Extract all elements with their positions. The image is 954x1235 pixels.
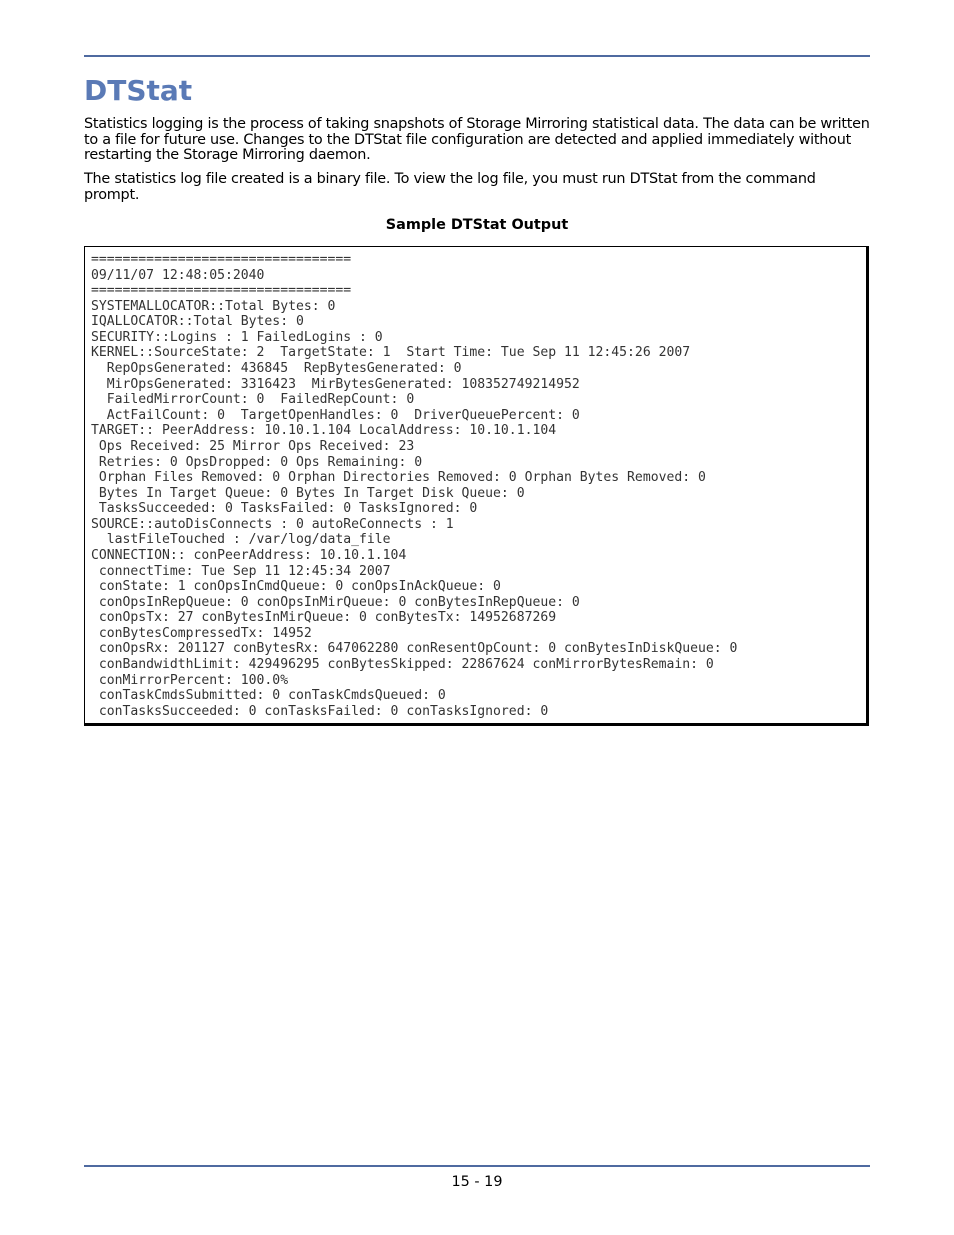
page-title: DTStat [84,74,193,107]
intro-paragraph: Statistics logging is the process of taking snapshots of Storage Mirroring statistical data. The data can be written to a file for future use. Changes to the DTStat file configuration are detected and applied immediately without restarting the Storage Mirroring daemon. [84,116,870,163]
sample-output-code [91,252,737,719]
code-line: SOURCE::autoDisConnects : 0 autoReConnects : 1 [91,516,454,532]
code-line: conTaskCmdsSubmitted: 0 conTaskCmdsQueued: 0 [91,688,446,704]
code-line: conTasksSucceeded: 0 conTasksFailed: 0 conTasksIgnored: 0 [91,703,549,719]
code-line: conOpsTx: 27 conBytesInMirQueue: 0 conBytesTx: 14952687269 [91,610,557,626]
code-line: ActFailCount: 0 TargetOpenHandles: 0 DriverQueuePercent: 0 [91,407,580,423]
log-file-paragraph: The statistics log file created is a binary file. To view the log file, you must run DTStat from the command prompt. [84,171,816,203]
code-line: conState: 1 conOpsInCmdQueue: 0 conOpsInAckQueue: 0 [91,579,501,595]
code-line: conMirrorPercent: 100.0% [91,672,289,688]
code-line: conOpsInRepQueue: 0 conOpsInMirQueue: 0 conBytesInRepQueue: 0 [91,594,580,610]
code-line: 09/11/07 12:48:05:2040 [91,267,265,283]
header-rule [84,55,870,57]
code-line: FailedMirrorCount: 0 FailedRepCount: 0 [91,392,415,408]
sample-output-box [84,246,869,726]
code-line: Retries: 0 OpsDropped: 0 Ops Remaining: 0 [91,454,423,470]
page-number: 15 - 19 [451,1174,503,1190]
code-line: Bytes In Target Queue: 0 Bytes In Target Disk Queue: 0 [91,485,525,501]
code-line: CONNECTION:: conPeerAddress: 10.10.1.104 [91,547,407,563]
code-line: SYSTEMALLOCATOR::Total Bytes: 0 [91,298,336,314]
code-line: Ops Received: 25 Mirror Ops Received: 23 [91,438,415,454]
code-line: Orphan Files Removed: 0 Orphan Directories Removed: 0 Orphan Bytes Removed: 0 [91,470,706,486]
code-line: conOpsRx: 201127 conBytesRx: 647062280 conResentOpCount: 0 conBytesInDiskQueue: 0 [91,641,738,657]
code-line: TARGET:: PeerAddress: 10.10.1.104 LocalAddress: 10.10.1.104 [91,423,557,439]
code-line: conBandwidthLimit: 429496295 conBytesSkipped: 22867624 conMirrorBytesRemain: 0 [91,657,714,673]
code-line: RepOpsGenerated: 436845 RepBytesGenerated: 0 [91,361,462,377]
footer-rule [84,1165,870,1167]
code-line: SECURITY::Logins : 1 FailedLogins : 0 [91,329,383,345]
code-line: KERNEL::SourceState: 2 TargetState: 1 Start Time: Tue Sep 11 12:45:26 2007 [91,345,691,361]
code-line: conBytesCompressedTx: 14952 [91,625,312,641]
code-line: MirOpsGenerated: 3316423 MirBytesGenerated: 108352749214952 [91,376,580,392]
code-line: IQALLOCATOR::Total Bytes: 0 [91,314,304,330]
code-line: lastFileTouched : /var/log/data_file [91,532,391,548]
code-line: ================================= [91,252,352,267]
code-line: ================================= [91,283,352,299]
code-line: connectTime: Tue Sep 11 12:45:34 2007 [91,563,391,579]
sample-caption: Sample DTStat Output [385,217,569,233]
code-line: TasksSucceeded: 0 TasksFailed: 0 TasksIgnored: 0 [91,501,478,517]
